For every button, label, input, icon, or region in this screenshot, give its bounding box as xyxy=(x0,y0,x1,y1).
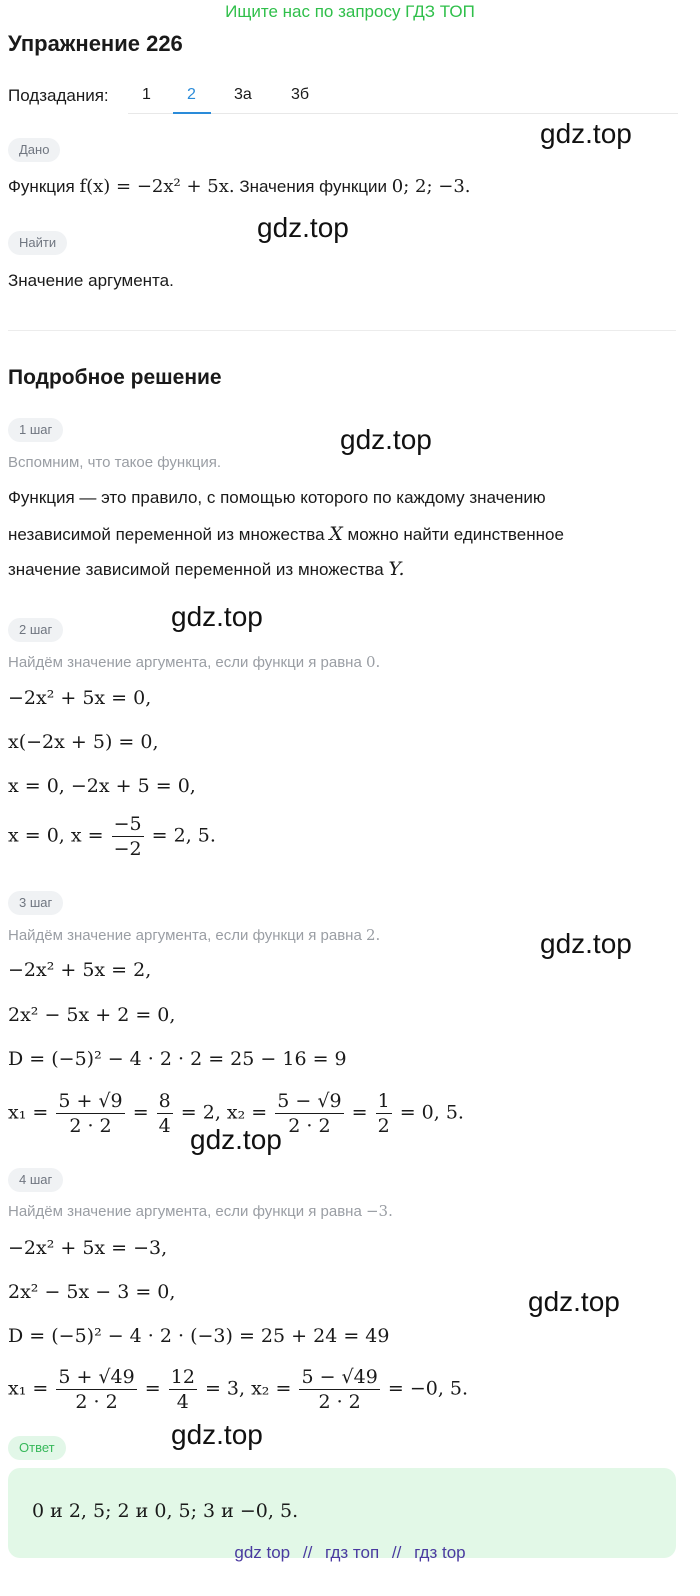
step-2-hint xyxy=(8,653,380,671)
watermark: gdz.top xyxy=(257,212,349,243)
section-divider xyxy=(8,330,676,331)
watermark: gdz.top xyxy=(171,601,263,632)
step-3-x2-value: = 0, 5. xyxy=(399,1101,464,1124)
active-tab-indicator xyxy=(173,112,211,114)
given-statement xyxy=(8,176,471,197)
fraction-numerator: 8 xyxy=(158,1090,171,1112)
step-3-x1-value: = 2, x₂ = xyxy=(180,1101,268,1124)
fraction-denominator: 2 · 2 xyxy=(318,1391,361,1413)
find-text: Значение аргумента. xyxy=(8,271,174,290)
given-prefix: Функция xyxy=(8,177,75,196)
step-2-hint-text: Найдём значение аргумента, если функци я равна xyxy=(8,654,362,671)
step-3-tag: 3 шаг xyxy=(8,891,63,915)
tab-subtask-1[interactable]: 1 xyxy=(142,86,151,103)
step-2-hint-value: 0. xyxy=(365,653,381,671)
fraction-denominator: 2 · 2 xyxy=(69,1115,112,1137)
fraction-denominator: 2 xyxy=(377,1115,390,1137)
step-1-tag: 1 шаг xyxy=(8,418,63,442)
watermark: gdz.top xyxy=(171,1419,263,1450)
answer-tag: Ответ xyxy=(8,1436,66,1460)
fraction-numerator: 5 − √9 xyxy=(277,1090,342,1112)
step-3-hint-text: Найдём значение аргумента, если функци я равна xyxy=(8,927,362,944)
given-function: f(x) = −2x² + 5x. xyxy=(79,176,235,197)
step-4-x1-simplified xyxy=(169,1365,197,1414)
step-4-eq-3: D = (−5)² − 4 · 2 · (−3) = 25 + 24 = 49 xyxy=(8,1325,390,1347)
watermark: gdz.top xyxy=(540,928,632,959)
step-3-x2-eq: = xyxy=(351,1101,368,1124)
tab-subtask-3b[interactable]: 3б xyxy=(291,86,310,103)
given-values: 0; 2; −3. xyxy=(391,176,471,197)
step-4-roots xyxy=(8,1365,468,1414)
step-1-line-1: Функция — это правило, с помощью которого по каждому значению xyxy=(8,488,546,507)
footer-link-gdz-top[interactable]: gdz top xyxy=(234,1543,291,1562)
step-3-x1-eq: = xyxy=(132,1101,149,1124)
step-4-hint-text: Найдём значение аргумента, если функци я равна xyxy=(8,1203,362,1220)
step-2-eq-1: −2x² + 5x = 0, xyxy=(8,687,152,709)
footer-separator: // xyxy=(391,1543,402,1562)
step-2-tag: 2 шаг xyxy=(8,618,63,642)
step-1-line-3 xyxy=(8,558,405,580)
step-2-eq-4 xyxy=(8,812,216,861)
fraction-numerator: −5 xyxy=(113,813,142,835)
step-4-x1-fraction xyxy=(56,1365,136,1414)
set-x: X xyxy=(329,523,343,545)
tab-subtask-3a[interactable]: 3а xyxy=(234,86,252,103)
solution-title: Подробное решение xyxy=(8,366,222,389)
step-2-eq-4-suffix: = 2, 5. xyxy=(151,824,216,847)
step-3-eq-2: 2x² − 5x + 2 = 0, xyxy=(8,1004,176,1026)
step-1-line-2-end: можно найти единственное xyxy=(347,525,564,544)
fraction-denominator: −2 xyxy=(113,838,142,860)
step-3-x2-fraction xyxy=(275,1089,343,1138)
fraction-numerator: 1 xyxy=(377,1090,390,1112)
step-3-eq-1: −2x² + 5x = 2, xyxy=(8,959,152,981)
step-4-tag: 4 шаг xyxy=(8,1168,63,1192)
page-title: Упражнение 226 xyxy=(8,31,183,56)
step-3-eq-3: D = (−5)² − 4 · 2 · 2 = 25 − 16 = 9 xyxy=(8,1048,347,1070)
fraction-denominator: 4 xyxy=(158,1115,171,1137)
search-banner: Ищите нас по запросу ГДЗ ТОП xyxy=(225,2,475,21)
step-2-fraction xyxy=(112,812,144,861)
step-4-hint xyxy=(8,1202,393,1220)
step-2-eq-3: x = 0, −2x + 5 = 0, xyxy=(8,775,196,797)
step-1-hint: Вспомним, что такое функция. xyxy=(8,454,222,471)
step-3-hint xyxy=(8,926,380,944)
step-4-x1-value: = 3, x₂ = xyxy=(204,1377,292,1400)
step-4-hint-value: −3. xyxy=(365,1202,393,1220)
fraction-numerator: 5 + √9 xyxy=(58,1090,123,1112)
set-y: Y. xyxy=(388,558,405,580)
footer-link-gdz-top-mixed[interactable]: гдз top xyxy=(414,1543,466,1562)
given-mid: Значения функции xyxy=(239,177,388,196)
footer-link-gdz-top-ru[interactable]: гдз топ xyxy=(325,1543,380,1562)
step-4-x1-label: x₁ = xyxy=(8,1377,49,1400)
step-1-line-2-text: независимой переменной из множества xyxy=(8,525,325,544)
step-3-x1-label: x₁ = xyxy=(8,1101,49,1124)
step-1-line-2 xyxy=(8,523,564,545)
fraction-numerator: 12 xyxy=(170,1366,195,1388)
subtasks-label: Подзадания: xyxy=(8,86,109,105)
step-4-eq-1: −2x² + 5x = −3, xyxy=(8,1237,168,1259)
step-3-x1-fraction xyxy=(56,1089,124,1138)
step-3-x1-simplified xyxy=(157,1089,173,1138)
step-2-eq-4-prefix: x = 0, x = xyxy=(8,824,104,847)
answer-text: 0 и 2, 5; 2 и 0, 5; 3 и −0, 5. xyxy=(32,1500,299,1522)
fraction-denominator: 4 xyxy=(176,1391,189,1413)
fraction-denominator: 2 · 2 xyxy=(288,1115,331,1137)
watermark: gdz.top xyxy=(190,1124,282,1155)
given-tag: Дано xyxy=(8,138,60,162)
find-tag: Найти xyxy=(8,231,67,255)
step-4-x2-value: = −0, 5. xyxy=(387,1377,469,1400)
watermark: gdz.top xyxy=(540,118,632,149)
step-1-line-3-text: значение зависимой переменной из множества xyxy=(8,560,384,579)
footer-links xyxy=(0,1543,700,1563)
fraction-numerator: 5 − √49 xyxy=(301,1366,378,1388)
fraction-denominator: 2 · 2 xyxy=(75,1391,118,1413)
watermark: gdz.top xyxy=(528,1286,620,1317)
step-2-eq-2: x(−2x + 5) = 0, xyxy=(8,731,159,753)
step-3-x2-simplified xyxy=(376,1089,392,1138)
fraction-numerator: 5 + √49 xyxy=(58,1366,135,1388)
footer-separator: // xyxy=(302,1543,313,1562)
step-4-x2-fraction xyxy=(299,1365,379,1414)
tab-subtask-2[interactable]: 2 xyxy=(187,86,196,103)
watermark: gdz.top xyxy=(340,424,432,455)
step-4-eq-2: 2x² − 5x − 3 = 0, xyxy=(8,1281,176,1303)
step-3-hint-value: 2. xyxy=(365,926,381,944)
step-4-x1-eq: = xyxy=(144,1377,161,1400)
